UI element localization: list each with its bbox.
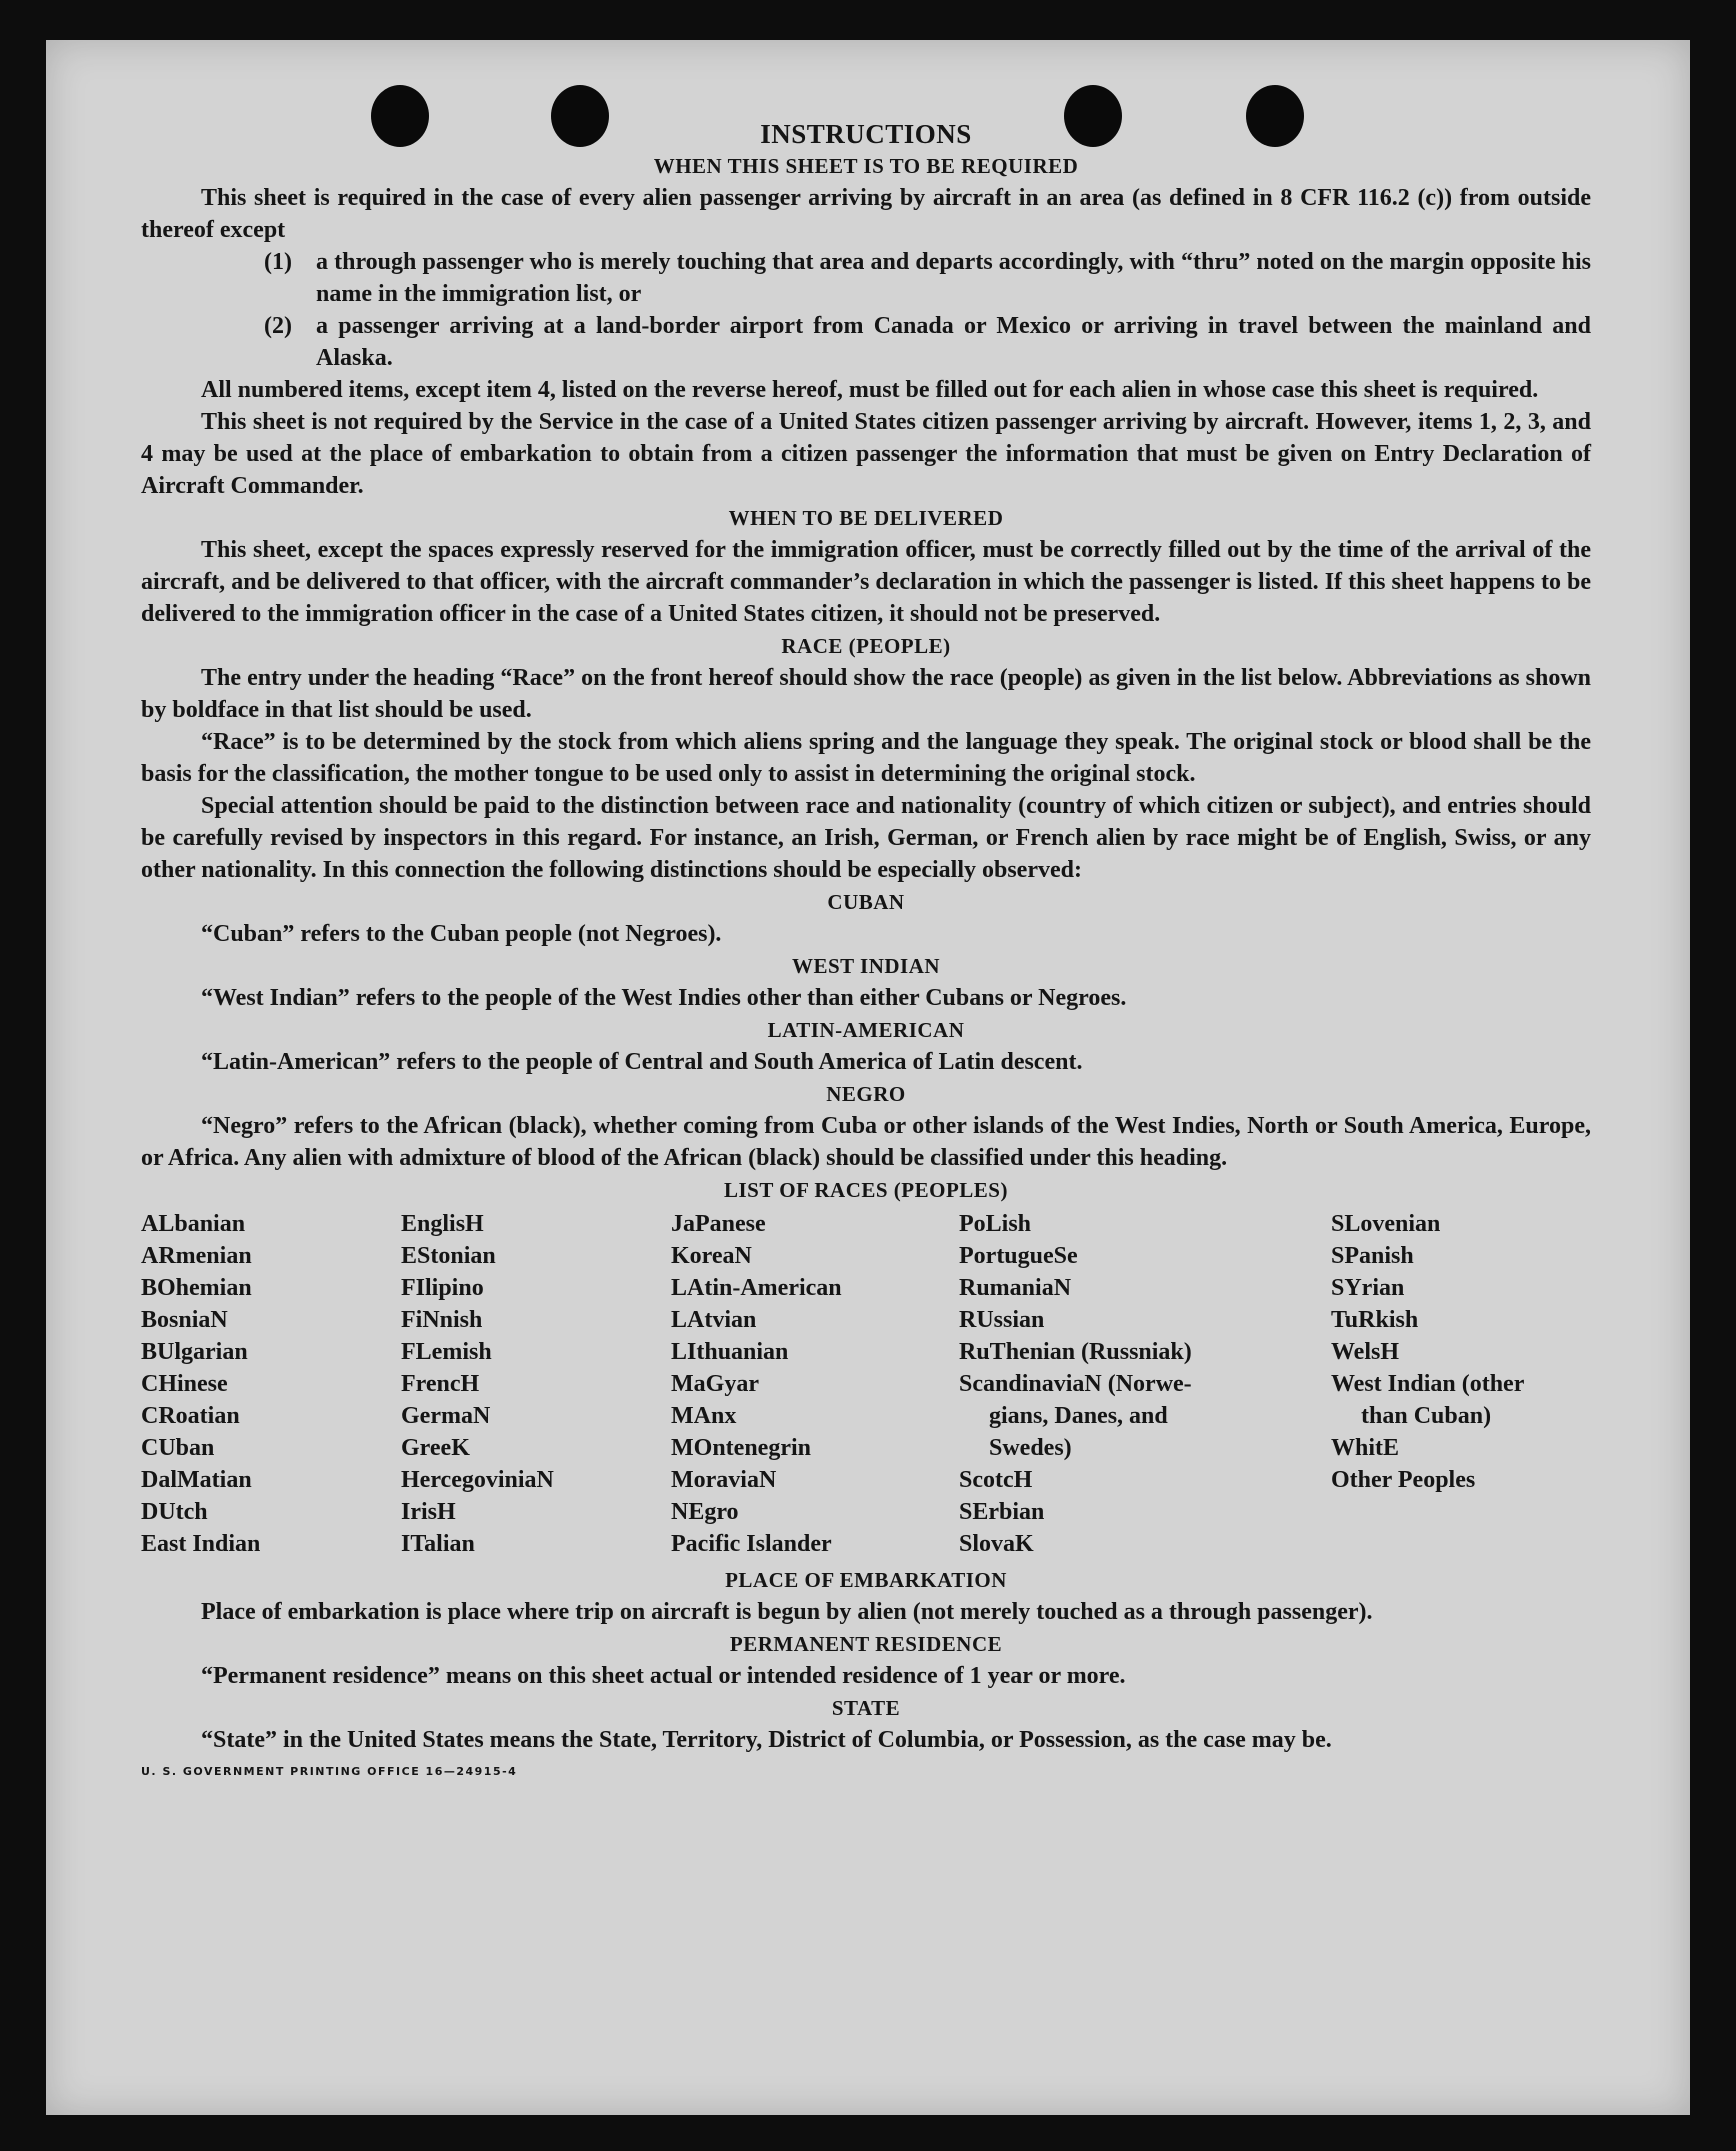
race-entry: FrencH: [401, 1371, 480, 1397]
races-column: [1331, 1208, 1591, 1560]
race-entry: BUlgarian: [141, 1339, 248, 1365]
race-entry: LAtin-American: [671, 1275, 842, 1301]
race-entry: WhitE: [1331, 1435, 1400, 1461]
instructions-content: [141, 118, 1591, 1788]
item-text: a through passenger who is merely touching that area and departs accordingly, with “thru” noted on the margin opposite his name in the immigration list, or: [316, 249, 1591, 307]
race-entry: CUban: [141, 1435, 215, 1461]
race-entry: IrisH: [401, 1499, 456, 1525]
race-entry: West Indian (other: [1331, 1371, 1525, 1397]
item-text: a passenger arriving at a land-border airport from Canada or Mexico or arriving in travel between the mainland and Alaska.: [316, 313, 1591, 371]
paragraph: “State” in the United States means the State, Territory, District of Columbia, or Possession, as the case may be.: [201, 1727, 1332, 1753]
race-entry: SYrian: [1331, 1275, 1405, 1301]
paragraph: “Negro” refers to the African (black), whether coming from Cuba or other islands of the West Indies, North or South America, Europe, or Africa. Any alien with admixture of blood of the African (black) should be classified under this heading.: [141, 1113, 1591, 1171]
race-entry: ScandinaviaN (Norwe-: [959, 1371, 1192, 1397]
race-entry: MAnx: [671, 1403, 737, 1429]
race-entry: TuRkish: [1331, 1307, 1419, 1333]
printing-office-imprint: U. S. GOVERNMENT PRINTING OFFICE 16—24915-4: [141, 1765, 518, 1778]
race-entry: FiNnish: [401, 1307, 483, 1333]
race-entry: NEgro: [671, 1499, 739, 1525]
paragraph: Special attention should be paid to the distinction between race and nationality (country of which citizen or subject), and entries should be carefully revised by inspectors in this regard. For instance, an Irish, German, or French alien by race might be of English, Swiss, or any other nationality. In this connection the following distinctions should be especially observed:: [141, 793, 1591, 883]
race-entry: RumaniaN: [959, 1275, 1072, 1301]
race-entry: LIthuanian: [671, 1339, 789, 1365]
race-entry: RUssian: [959, 1307, 1045, 1333]
race-entry: WelsH: [1331, 1339, 1400, 1365]
race-entry: East Indian: [141, 1531, 261, 1557]
race-entry: SlovaK: [959, 1531, 1034, 1557]
heading-negro: NEGRO: [826, 1082, 906, 1106]
heading-race: RACE (PEOPLE): [781, 634, 951, 658]
paragraph: “Race” is to be determined by the stock from which aliens spring and the language they speak. The original stock or blood shall be the basis for the classification, the mother tongue to be used only to assist in determining the original stock.: [141, 729, 1591, 787]
race-entry: Swedes): [989, 1435, 1072, 1461]
paragraph: Place of embarkation is place where trip on aircraft is begun by alien (not merely touched as a through passenger).: [201, 1599, 1373, 1625]
paragraph: “Cuban” refers to the Cuban people (not Negroes).: [201, 921, 722, 947]
race-entry: ARmenian: [141, 1243, 252, 1269]
race-entry: CHinese: [141, 1371, 228, 1397]
heading-cuban: CUBAN: [827, 890, 905, 914]
heading-when-delivered: WHEN TO BE DELIVERED: [728, 506, 1004, 530]
race-entry: Pacific Islander: [671, 1531, 832, 1557]
races-column: [959, 1208, 1331, 1560]
race-entry: CRoatian: [141, 1403, 240, 1429]
race-entry: MOntenegrin: [671, 1435, 811, 1461]
race-entry: EnglisH: [401, 1211, 484, 1237]
race-entry: ITalian: [401, 1531, 475, 1557]
races-column: [401, 1208, 671, 1560]
race-entry: DUtch: [141, 1499, 208, 1525]
races-column: [671, 1208, 959, 1560]
heading-west-indian: WEST INDIAN: [791, 954, 941, 978]
heading-place-of-embarkation: PLACE OF EMBARKATION: [725, 1568, 1007, 1592]
race-entry: DalMatian: [141, 1467, 252, 1493]
heading-permanent-residence: PERMANENT RESIDENCE: [729, 1632, 1003, 1656]
race-entry: HercegoviniaN: [401, 1467, 554, 1493]
race-entry: RuThenian (Russniak): [959, 1339, 1192, 1365]
races-column: [141, 1208, 401, 1560]
paragraph: This sheet is required in the case of every alien passenger arriving by aircraft in an area (as defined in 8 CFR 116.2 (c)) from outside thereof except: [141, 185, 1591, 243]
heading-when-required: WHEN THIS SHEET IS TO BE REQUIRED: [653, 154, 1079, 178]
race-entry: LAtvian: [671, 1307, 757, 1333]
paragraph: “West Indian” refers to the people of the West Indies other than either Cubans or Negroes.: [201, 985, 1127, 1011]
race-entry: FIlipino: [401, 1275, 484, 1301]
paragraph: This sheet, except the spaces expressly reserved for the immigration officer, must be correctly filled out by the time of the arrival of the aircraft, and be delivered to that officer, with the aircraft commander’s declaration in which the passenger is listed. If this sheet happens to be delivered to the immigration officer in the case of a United States citizen, it should not be preserved.: [141, 537, 1591, 627]
race-entry: PoLish: [959, 1211, 1032, 1237]
heading-latin-american: LATIN-AMERICAN: [767, 1018, 965, 1042]
races-list: [141, 1208, 1591, 1560]
paragraph: This sheet is not required by the Service in the case of a United States citizen passenger arriving by aircraft. However, items 1, 2, 3, and 4 may be used at the place of embarkation to obtain from a citizen passenger the information that must be given on Entry Declaration of Aircraft Commander.: [141, 409, 1591, 499]
race-entry: ScotcH: [959, 1467, 1033, 1493]
race-entry: Other Peoples: [1331, 1467, 1476, 1493]
paragraph: “Latin-American” refers to the people of Central and South America of Latin descent.: [201, 1049, 1083, 1075]
race-entry: ALbanian: [141, 1211, 246, 1237]
race-entry: PortugueSe: [959, 1243, 1078, 1269]
race-entry: KoreaN: [671, 1243, 752, 1269]
race-entry: SErbian: [959, 1499, 1045, 1525]
race-entry: EStonian: [401, 1243, 496, 1269]
race-entry: than Cuban): [1361, 1403, 1492, 1429]
race-entry: MaGyar: [671, 1371, 759, 1397]
item-number: (2): [264, 313, 292, 339]
exception-item: [141, 310, 1591, 374]
race-entry: FLemish: [401, 1339, 492, 1365]
race-entry: SLovenian: [1331, 1211, 1441, 1237]
race-entry: SPanish: [1331, 1243, 1414, 1269]
document-title: INSTRUCTIONS: [760, 119, 972, 149]
race-entry: JaPanese: [671, 1211, 766, 1237]
heading-state: STATE: [831, 1696, 901, 1720]
race-entry: MoraviaN: [671, 1467, 777, 1493]
race-entry: gians, Danes, and: [989, 1403, 1168, 1429]
race-entry: BosniaN: [141, 1307, 228, 1333]
heading-list-of-races: LIST OF RACES (PEOPLES): [724, 1178, 1008, 1202]
exception-item: [141, 246, 1591, 310]
paragraph: All numbered items, except item 4, listed on the reverse hereof, must be filled out for each alien in whose case this sheet is required.: [201, 377, 1539, 403]
race-entry: GreeK: [401, 1435, 470, 1461]
paragraph: The entry under the heading “Race” on the front hereof should show the race (people) as given in the list below. Abbreviations as shown by boldface in that list should be used.: [141, 665, 1591, 723]
paragraph: “Permanent residence” means on this sheet actual or intended residence of 1 year or more.: [201, 1663, 1126, 1689]
race-entry: GermaN: [401, 1403, 491, 1429]
race-entry: BOhemian: [141, 1275, 252, 1301]
item-number: (1): [264, 249, 292, 275]
